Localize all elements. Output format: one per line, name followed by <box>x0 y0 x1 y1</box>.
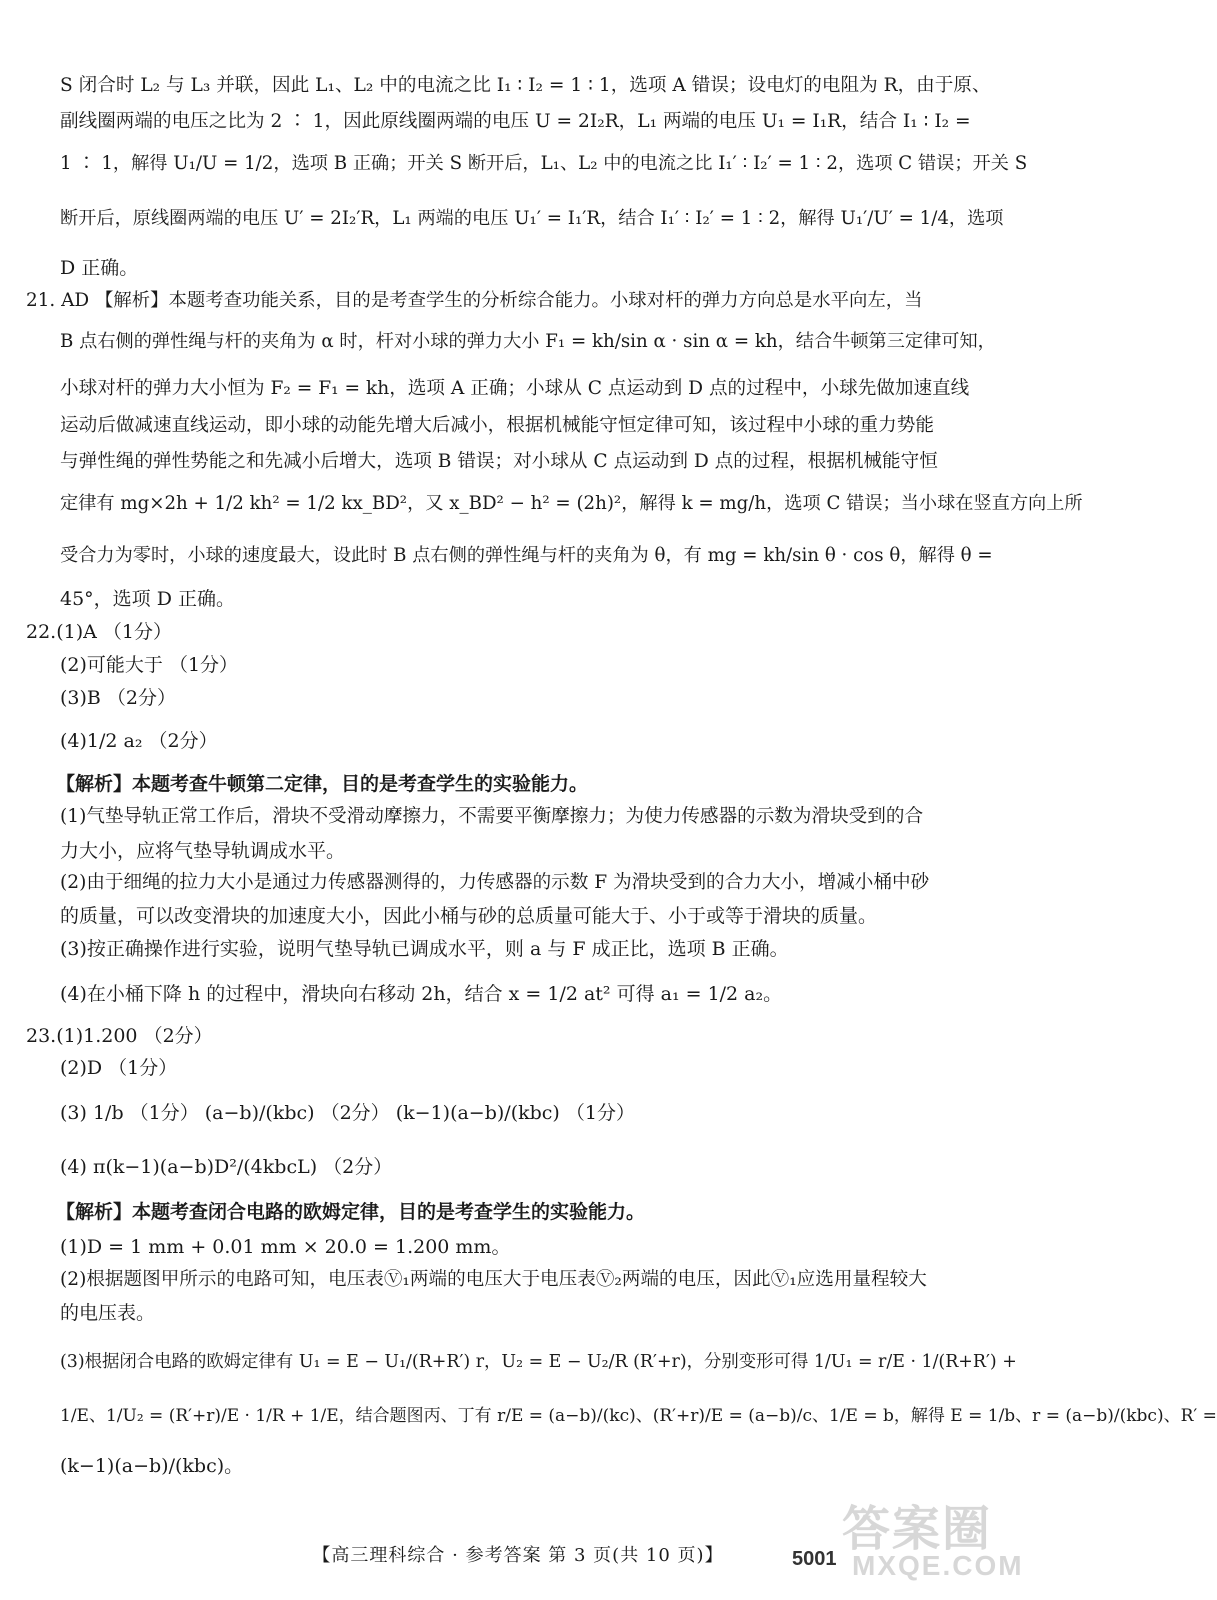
text-line: D 正确。 <box>60 257 139 279</box>
text-line: 1/E、1/U₂ = (R′+r)/E · 1/R + 1/E，结合题图丙、丁有 r/E = (a−b)/(kc)、(R′+r)/E = (a−b)/c、1/E = b，解得 E = 1/b、r = (a−b)/(kbc)、R′ = <box>60 1406 1217 1426</box>
text-line: 1 ∶ 1，解得 U₁/U = 1/2，选项 B 正确；开关 S 断开后，L₁、L₂ 中的电流之比 I₁′ ∶ I₂′ = 1 ∶ 2，选项 C 错误；开关 S <box>60 153 1028 174</box>
text-line: 断开后，原线圈两端的电压 U′ = 2I₂′R，L₁ 两端的电压 U₁′ = I₁′R，结合 I₁′ ∶ I₂′ = 1 ∶ 2，解得 U₁′/U′ = 1/4，选项 <box>60 208 1004 229</box>
text-line: 受合力为零时，小球的速度最大，设此时 B 点右侧的弹性绳与杆的夹角为 θ，有 mg = kh/sin θ · cos θ，解得 θ = <box>60 545 993 566</box>
text-line: (2)D （1分） <box>60 1057 178 1079</box>
text-line: (4) π(k−1)(a−b)D²/(4kbcL) （2分） <box>60 1156 393 1178</box>
question-21-line: 21. AD 【解析】本题考查功能关系，目的是考查学生的分析综合能力。小球对杆的弹力方向总是水平向左，当 <box>26 290 923 311</box>
text-line: (3)按正确操作进行实验，说明气垫导轨已调成水平，则 a 与 F 成正比，选项 B 正确。 <box>60 938 789 960</box>
text-line: 与弹性绳的弹性势能之和先减小后增大，选项 B 错误；对小球从 C 点运动到 D 点的过程，根据机械能守恒 <box>60 451 938 472</box>
watermark-text: 答案圈 <box>842 1503 993 1556</box>
question-23-line: 23.(1)1.200 （2分） <box>26 1025 213 1047</box>
question-22-line: 22.(1)A （1分） <box>26 621 172 643</box>
text-line: (2)根据题图甲所示的电路可知，电压表Ⓥ₁两端的电压大于电压表Ⓥ₂两端的电压，因此Ⓥ₁应选用量程较大 <box>60 1269 927 1290</box>
text-line: 45°，选项 D 正确。 <box>60 588 235 610</box>
text-line: 的质量，可以改变滑块的加速度大小，因此小桶与砂的总质量可能大于、小于或等于滑块的质量。 <box>60 905 878 927</box>
document-code: 5001 <box>792 1548 837 1570</box>
text-line: S 闭合时 L₂ 与 L₃ 并联，因此 L₁、L₂ 中的电流之比 I₁ ∶ I₂ = 1 ∶ 1，选项 A 错误；设电灯的电阻为 R，由于原、 <box>60 75 991 96</box>
text-line: (4)在小桶下降 h 的过程中，滑块向右移动 2h，结合 x = 1/2 at² 可得 a₁ = 1/2 a₂。 <box>60 983 783 1005</box>
text-line: (3) 1/b （1分） (a−b)/(kbc) （2分） (k−1)(a−b)/(kbc) （1分） <box>60 1102 635 1124</box>
text-line: (1)D = 1 mm + 0.01 mm × 20.0 = 1.200 mm。 <box>60 1236 511 1258</box>
analysis-heading: 【解析】本题考查闭合电路的欧姆定律，目的是考查学生的实验能力。 <box>56 1201 646 1223</box>
text-line: 定律有 mg×2h + 1/2 kh² = 1/2 kx_BD²，又 x_BD² − h² = (2h)²，解得 k = mg/h，选项 C 错误；当小球在竖直方向上所 <box>60 493 1083 514</box>
text-line: B 点右侧的弹性绳与杆的夹角为 α 时，杆对小球的弹力大小 F₁ = kh/sin α · sin α = kh，结合牛顿第三定律可知， <box>60 331 996 352</box>
text-line: (3)根据闭合电路的欧姆定律有 U₁ = E − U₁/(R+R′) r，U₂ = E − U₂/R (R′+r)，分别变形可得 1/U₁ = r/E · 1/(R+R′) + <box>60 1352 1017 1372</box>
text-line: 的电压表。 <box>60 1302 156 1324</box>
text-line: 力大小，应将气垫导轨调成水平。 <box>60 840 346 862</box>
text-line: 副线圈两端的电压之比为 2 ∶ 1，因此原线圈两端的电压 U = 2I₂R，L₁ 两端的电压 U₁ = I₁R，结合 I₁ ∶ I₂ = <box>60 111 971 132</box>
text-line: (4)1/2 a₂ （2分） <box>60 730 218 752</box>
watermark-url: MXQE.COM <box>852 1550 1024 1581</box>
text-line: (1)气垫导轨正常工作后，滑块不受滑动摩擦力，不需要平衡摩擦力；为使力传感器的示数为滑块受到的合 <box>60 806 924 827</box>
text-line: 运动后做减速直线运动，即小球的动能先增大后减小，根据机械能守恒定律可知，该过程中小球的重力势能 <box>60 415 934 436</box>
page-footer: 【高三理科综合 · 参考答案 第 3 页(共 10 页)】 <box>312 1545 724 1566</box>
text-line: (3)B （2分） <box>60 687 177 709</box>
text-line: (2)可能大于 （1分） <box>60 654 239 676</box>
text-line: (k−1)(a−b)/(kbc)。 <box>60 1455 244 1477</box>
text-line: 小球对杆的弹力大小恒为 F₂ = F₁ = kh，选项 A 正确；小球从 C 点运动到 D 点的过程中，小球先做加速直线 <box>60 378 970 399</box>
text-line: (2)由于细绳的拉力大小是通过力传感器测得的，力传感器的示数 F 为滑块受到的合力大小，增减小桶中砂 <box>60 872 930 893</box>
watermark <box>812 1490 1022 1590</box>
analysis-heading: 【解析】本题考查牛顿第二定律，目的是考查学生的实验能力。 <box>56 773 589 795</box>
